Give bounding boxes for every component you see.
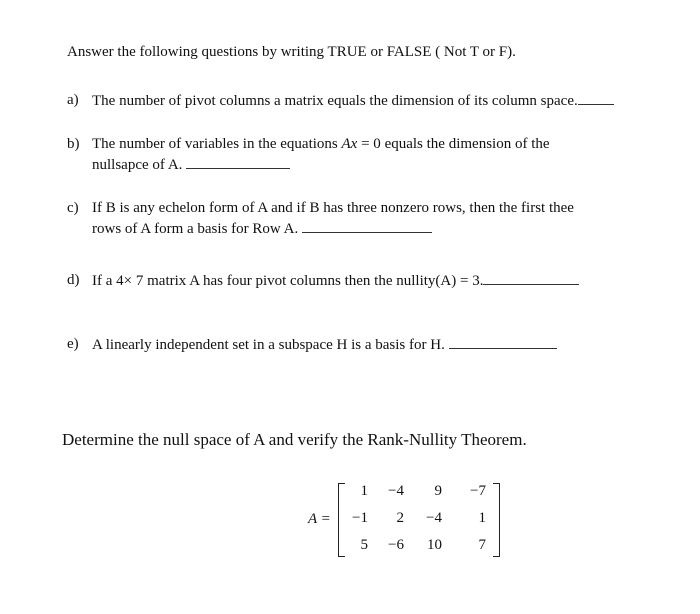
matrix-cell: 5 bbox=[360, 537, 368, 553]
matrix-dimensions: 4× 7 bbox=[116, 273, 144, 289]
matrix-cell: 1 bbox=[478, 510, 486, 526]
question-e bbox=[67, 334, 557, 355]
instructions: Answer the following questions by writing TRUE or FALSE ( Not T or F). bbox=[67, 44, 516, 60]
question-text: If a bbox=[92, 273, 113, 289]
question-text: The number of variables in the equations bbox=[92, 136, 338, 152]
matrix-cell: −1 bbox=[352, 510, 368, 526]
equation-lhs: Ax bbox=[341, 136, 358, 152]
answer-blank-c[interactable] bbox=[302, 218, 432, 233]
answer-blank-b[interactable] bbox=[186, 154, 290, 169]
question-d bbox=[67, 270, 579, 291]
question-a bbox=[67, 90, 614, 111]
matrix-cell: 9 bbox=[434, 483, 442, 499]
matrix-cell: 7 bbox=[478, 537, 486, 553]
matrix-cell: 10 bbox=[427, 537, 442, 553]
question-text: A linearly independent set in a subspace H is a basis for H. bbox=[92, 337, 445, 353]
matrix-cell: −7 bbox=[470, 483, 486, 499]
question-letter: c) bbox=[67, 200, 79, 216]
question-c bbox=[67, 198, 574, 239]
question-letter: e) bbox=[67, 336, 79, 352]
question-letter: d) bbox=[67, 272, 80, 288]
equation-rhs: = 0 bbox=[357, 136, 381, 152]
matrix-cell: 1 bbox=[360, 483, 368, 499]
question-text-cont: equals the dimension of the bbox=[384, 136, 550, 152]
matrix-label: A = bbox=[308, 511, 331, 527]
answer-blank-e[interactable] bbox=[449, 334, 557, 349]
question-text-line2: nullsapce of A. bbox=[92, 157, 183, 173]
matrix-cell: 2 bbox=[396, 510, 404, 526]
question-text-cont: matrix A has four pivot columns then the nullity(A) = 3. bbox=[147, 273, 484, 289]
question-text: If B is any echelon form of A and if B has three nonzero rows, then the first thee bbox=[92, 200, 574, 216]
answer-blank-d[interactable] bbox=[483, 270, 579, 285]
matrix-A bbox=[308, 481, 508, 561]
question-letter: a) bbox=[67, 92, 79, 108]
matrix-cell: −6 bbox=[388, 537, 404, 553]
section-title: Determine the null space of A and verify the Rank-Nullity Theorem. bbox=[62, 430, 527, 449]
question-b bbox=[67, 134, 550, 175]
question-text: The number of pivot columns a matrix equals the dimension of its column space. bbox=[92, 93, 578, 109]
matrix-cell: −4 bbox=[426, 510, 442, 526]
matrix-cell: −4 bbox=[388, 483, 404, 499]
answer-blank-a[interactable] bbox=[578, 90, 614, 105]
right-bracket bbox=[493, 483, 500, 557]
question-letter: b) bbox=[67, 136, 80, 152]
question-text-line2: rows of A form a basis for Row A. bbox=[92, 221, 299, 237]
